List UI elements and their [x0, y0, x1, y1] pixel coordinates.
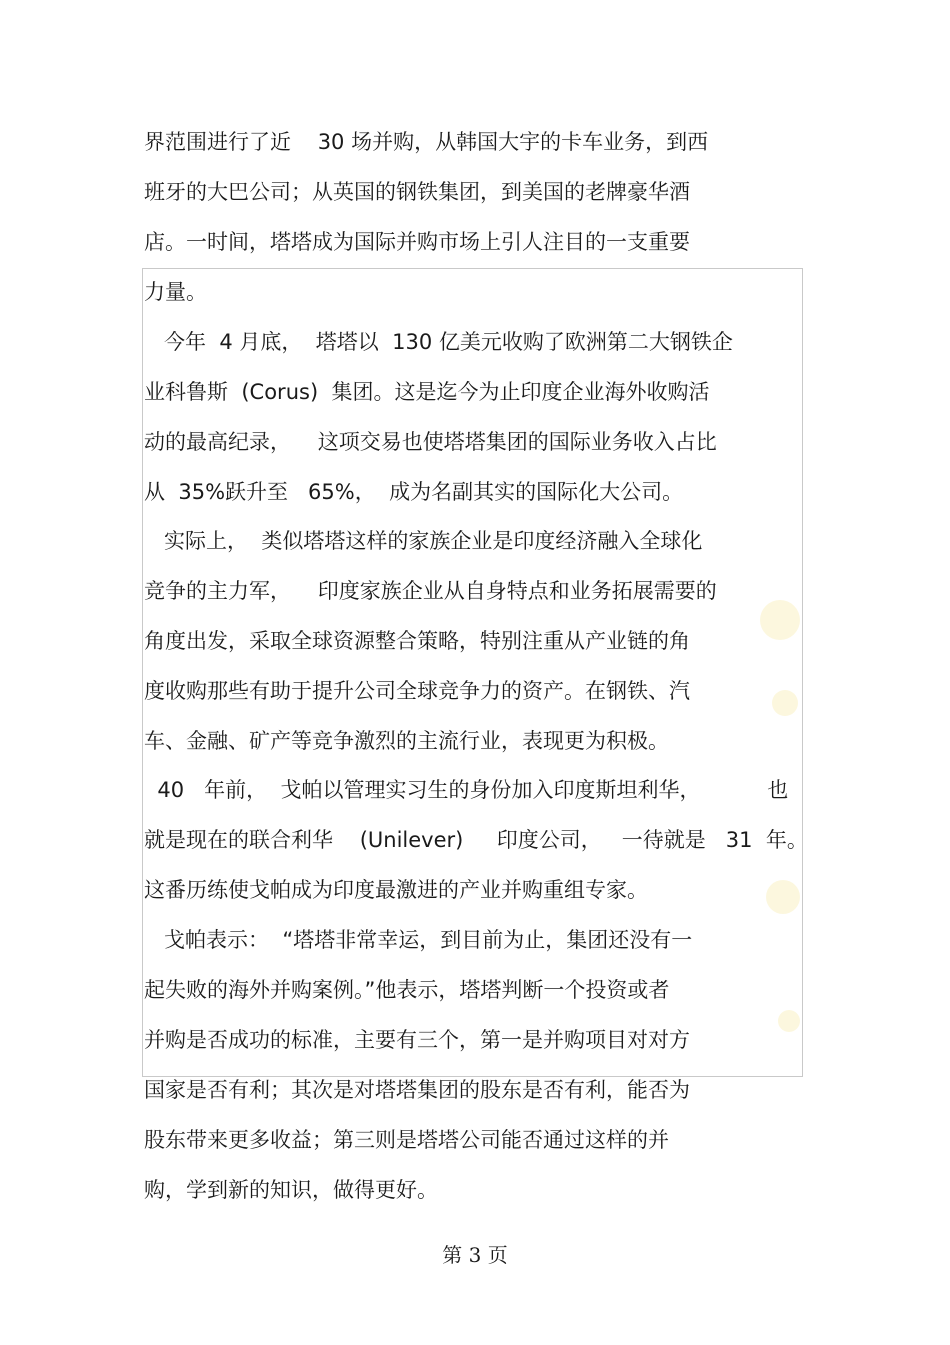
- text-line: 力量。: [144, 280, 207, 304]
- text-line: 购，学到新的知识，做得更好。: [144, 1178, 438, 1202]
- text-line: 动的最高纪录， 这项交易也使塔塔集团的国际业务收入占比: [144, 430, 717, 454]
- text-line: 竞争的主力军， 印度家族企业从自身特点和业务拓展需要的: [144, 579, 717, 603]
- text-line: 并购是否成功的标准，主要有三个，第一是并购项目对对方: [144, 1028, 690, 1052]
- text-line: 国家是否有利；其次是对塔塔集团的股东是否有利，能否为: [144, 1078, 690, 1102]
- text-line: 今年 4 月底， 塔塔以 130 亿美元收购了欧洲第二大钢铁企: [144, 330, 733, 354]
- text-line: 店。一时间，塔塔成为国际并购市场上引人注目的一支重要: [144, 230, 690, 254]
- text-line: 度收购那些有助于提升公司全球竞争力的资产。在钢铁、汽: [144, 679, 690, 703]
- text-line: 40 年前， 戈帕以管理实习生的身份加入印度斯坦利华， 也: [144, 778, 789, 802]
- text-line: 股东带来更多收益；第三则是塔塔公司能否通过这样的并: [144, 1128, 669, 1152]
- text-line: 起失败的海外并购案例。”他表示，塔塔判断一个投资或者: [144, 978, 670, 1002]
- text-line: 业科鲁斯 (Corus) 集团。这是迄今为止印度企业海外收购活: [144, 380, 710, 404]
- text-line: 从 35%跃升至 65%， 成为名副其实的国际化大公司。: [144, 480, 684, 504]
- text-line: 车、金融、矿产等竞争激烈的主流行业，表现更为积极。: [144, 729, 669, 753]
- text-line: 界范围进行了近 30 场并购，从韩国大宇的卡车业务，到西: [144, 130, 709, 154]
- text-line: 戈帕表示： “塔塔非常幸运，到目前为止，集团还没有一: [144, 928, 693, 952]
- text-line: 实际上， 类似塔塔这样的家族企业是印度经济融入全球化: [144, 529, 703, 553]
- text-line: 角度出发，采取全球资源整合策略，特别注重从产业链的角: [144, 629, 690, 653]
- text-line: 就是现在的联合利华 (Unilever) 印度公司， 一待就是 31 年。: [144, 828, 808, 852]
- text-line: 班牙的大巴公司；从英国的钢铁集团，到美国的老牌豪华酒: [144, 180, 690, 204]
- page-number: 第 3 页: [442, 1243, 508, 1267]
- text-line: 这番历练使戈帕成为印度最激进的产业并购重组专家。: [144, 878, 648, 902]
